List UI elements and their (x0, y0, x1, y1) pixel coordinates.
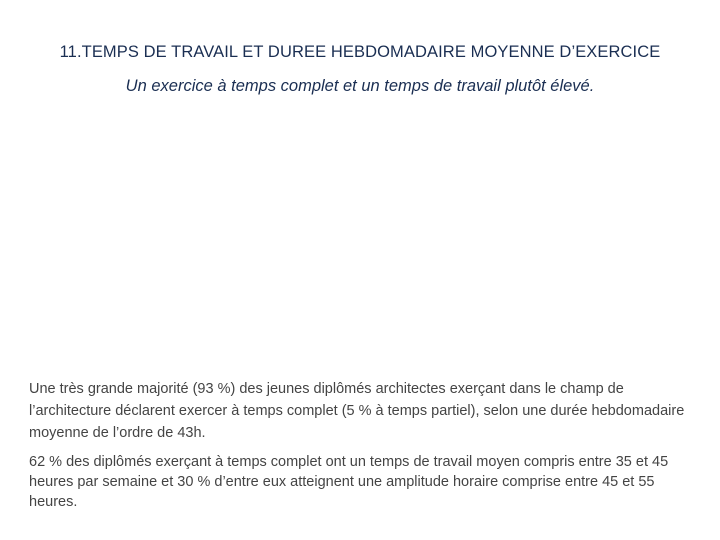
body-paragraph-1: Une très grande majorité (93 %) des jeunes diplômés architectes exerçant dans le champ de l’architecture déclarent exercer à temps complet (5 % à temps partiel), selon une durée hebdomadaire moyenne de l’ordre de 43h. (29, 381, 685, 441)
body-paragraph-2: 62 % des diplômés exerçant à temps complet ont un temps de travail moyen compris entre 35 et 45 heures par semaine et 30 % d’entre eux atteignent une amplitude horaire comprise entre 45 et 55 heures. (29, 454, 669, 510)
slide-title: 11.TEMPS DE TRAVAIL ET DUREE HEBDOMADAIRE MOYENNE D’EXERCICE (59, 43, 661, 61)
slide-subtitle: Un exercice à temps complet et un temps de travail plutôt élevé. (125, 77, 595, 95)
empty-content-area (28, 108, 692, 370)
